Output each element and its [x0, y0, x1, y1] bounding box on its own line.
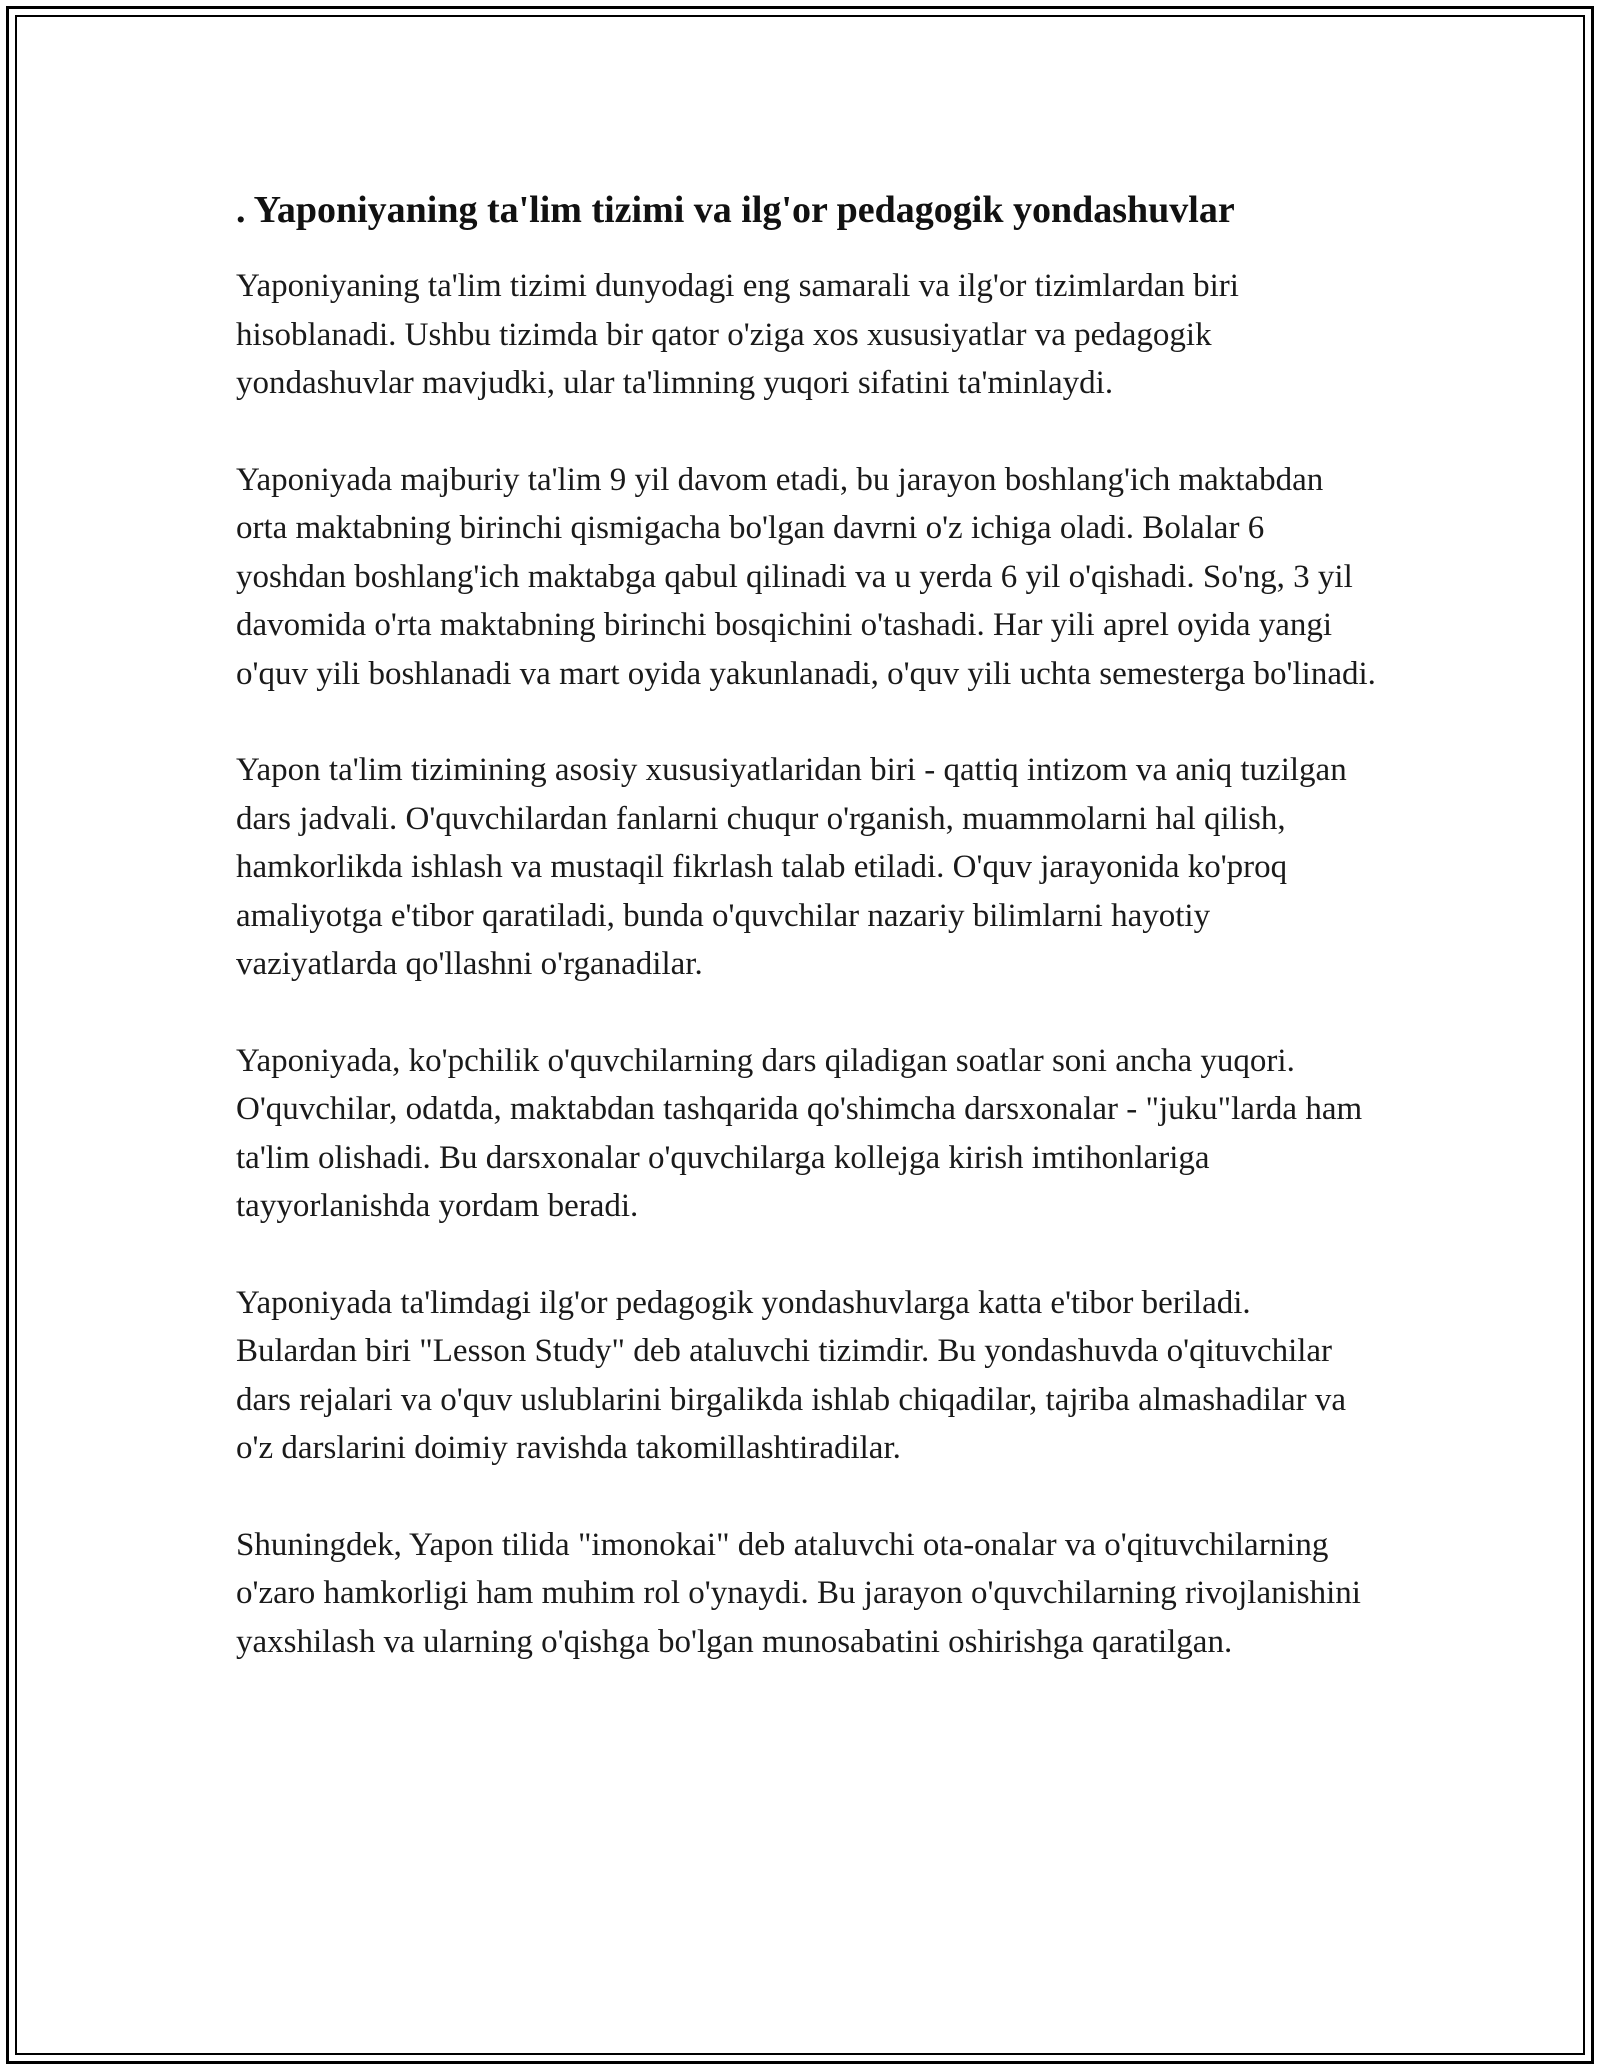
paragraph-imonokai: Shuningdek, Yapon tilida "imonokai" deb ataluvchi ota-onalar va o'qituvchilarning o'zaro hamkorligi ham muhim rol o'ynaydi. Bu jarayon o'quvchilarning rivojlanishini yaxshilash va ularning o'qishga bo'lgan munosabatini oshirishga qaratilgan.	[236, 1526, 1361, 1660]
document-title: . Yaponiyaning ta'lim tizimi va ilg'or pedagogik yondashuvlar	[236, 189, 1235, 231]
paragraph-compulsory-education: Yaponiyada majburiy ta'lim 9 yil davom etadi, bu jarayon boshlang'ich maktabdan orta maktabning birinchi qismigacha bo'lgan davrni o'z ichiga oladi. Bolalar 6 yoshdan boshlang'ich maktabga qabul qilinadi va u yerda 6 yil o'qishadi. So'ng, 3 yil davomida o'rta maktabning birinchi bosqichini o'tashadi. Har yili aprel oyida yangi o'quv yili boshlanadi va mart oyida yakunlanadi, o'quv yili uchta semesterga bo'linadi.	[236, 461, 1376, 692]
paragraph-intro: Yaponiyaning ta'lim tizimi dunyodagi eng samarali va ilg'or tizimlardan biri hisoblanadi. Ushbu tizimda bir qator o'ziga xos xususiyatlar va pedagogik yondashuvlar mavjudki, ular ta'limning yuqori sifatini ta'minlaydi.	[236, 268, 1239, 401]
paragraph-juku: Yaponiyada, ko'pchilik o'quvchilarning dars qiladigan soatlar soni ancha yuqori. O'quvchilar, odatda, maktabdan tashqarida qo'shimcha darsxonalar - "juku"larda ham ta'lim olishadi. Bu darsxonalar o'quvchilarga kollejga kirish imtihonlariga tayyorlanishda yordam beradi.	[236, 1042, 1363, 1224]
paragraph-lesson-study: Yaponiyada ta'limdagi ilg'or pedagogik yondashuvlarga katta e'tibor beriladi. Bulardan biri "Lesson Study" deb ataluvchi tizimdir. Bu yondashuvda o'qituvchilar dars rejalari va o'quv uslublarini birgalikda ishlab chiqadilar, tajriba almashadilar va o'z darslarini doimiy ravishda takomillashtiradilar.	[236, 1284, 1347, 1466]
document-body	[236, 186, 1376, 1714]
paragraph-discipline: Yapon ta'lim tizimining asosiy xususiyatlaridan biri - qattiq intizom va aniq tuzilgan dars jadvali. O'quvchilardan fanlarni chuqur o'rganish, muammolarni hal qilish, hamkorlikda ishlash va mustaqil fikrlash talab etiladi. O'quv jarayonida ko'proq amaliyotga e'tibor qaratiladi, bunda o'quvchilar nazariy bilimlarni hayotiy vaziyatlarda qo'llashni o'rganadilar.	[236, 752, 1347, 982]
